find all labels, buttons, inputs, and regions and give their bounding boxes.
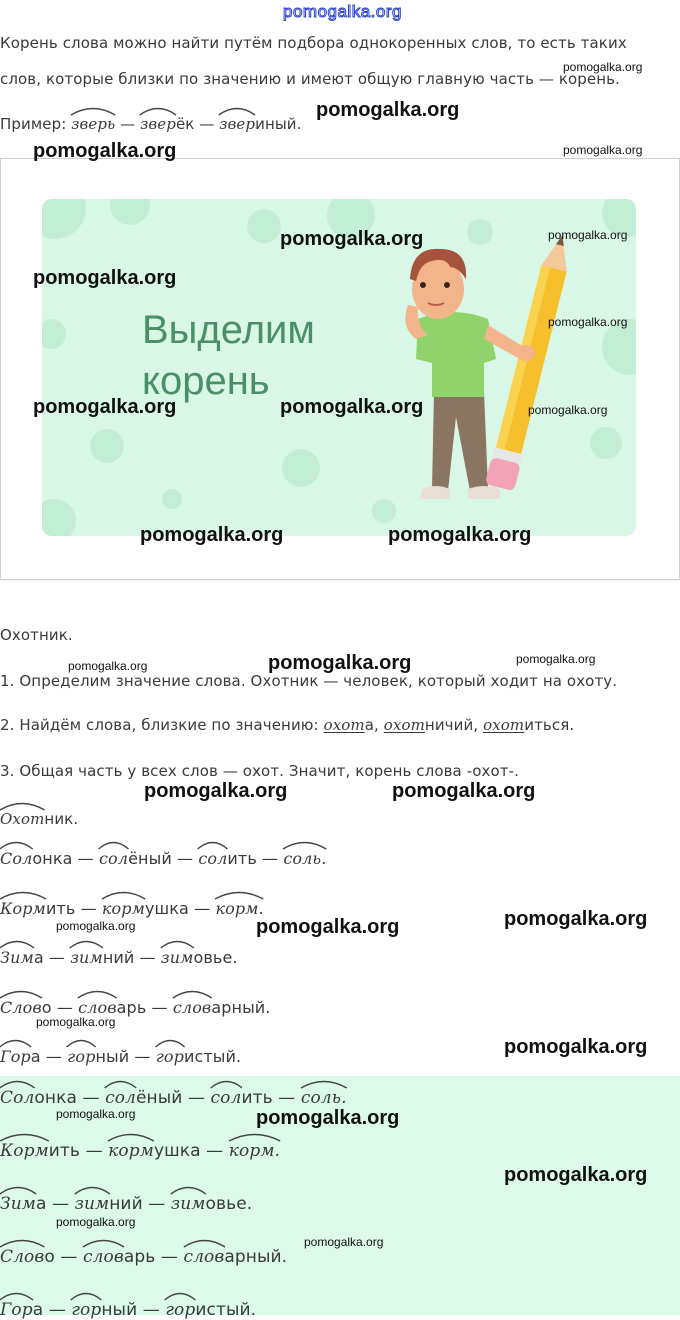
root-word [324,716,374,734]
root-row [0,899,264,918]
root-arc-mark [170,1185,207,1195]
root-arc-mark [69,939,104,949]
watermark: pomogalka.org [548,228,628,242]
word-separator: — [80,1141,109,1161]
root-arc-mark [0,989,43,999]
root-word [229,1141,280,1161]
watermark: pomogalka.org [33,140,177,162]
watermark: pomogalka.org [516,652,596,666]
root-arc-mark [104,1079,137,1089]
word-separator: — [40,1047,68,1066]
task-step-2-text: 2. Найдём слова, близкие по значению: [0,716,324,734]
watermark: pomogalka.org [56,1107,136,1121]
root-row [0,1300,256,1320]
word-ending: арный. [211,997,271,1017]
root-word [99,849,172,868]
word-root: Слов [0,998,42,1017]
root-arc-mark [218,106,256,116]
root-word [71,115,115,133]
watermark: pomogalka.org [548,315,628,329]
root-word [70,948,134,967]
watermark: pomogalka.org [33,267,177,289]
word-separator: — [43,948,71,967]
word-root: Корм [0,899,46,918]
watermark: pomogalka.org [56,1215,136,1229]
word-root: зим [171,1194,206,1214]
word-root: гор [156,1047,184,1066]
word-root: слов [78,998,117,1017]
root-arc-mark [0,1185,37,1195]
word-root: сол [105,1088,136,1108]
root-arc-mark [82,1238,125,1248]
word-separator: — [134,948,161,967]
word-root: Охот [0,810,44,828]
root-word [0,899,75,918]
word-ending: о [41,997,52,1017]
watermark: pomogalka.org [144,780,288,802]
word-root: слов [83,1247,124,1267]
root-word [165,1300,256,1320]
word-ending: а [33,948,44,967]
root-arc-mark [0,840,33,850]
root-arc-mark [164,1291,196,1301]
word-ending: ный [101,1300,138,1320]
root-word [67,1047,129,1066]
word-root: корм [102,899,145,918]
watermark: pomogalka.org [36,1015,116,1029]
root-word [140,115,194,133]
root-arc-mark [183,1238,226,1248]
word-ending: ёный [135,1088,183,1108]
word-separator: — [188,898,216,918]
word-root: корм. [229,1141,280,1161]
word-ending: ник. [44,810,79,828]
root-arc-mark [214,890,264,900]
word-ending: ёк [175,115,195,133]
word-separator: — [171,849,199,868]
task-step-3: 3. Общая часть у всех слов — охот. Значит, корень слова -охот-. [0,762,519,780]
watermark: pomogalka.org [280,396,424,418]
intro-line-1: Корень слова можно найти путём подбора однокоренных слов, то есть таких [0,34,627,52]
root-word [198,849,257,868]
root-arc-mark [197,840,228,850]
word-separator: — [129,1047,156,1066]
word-ending: а [35,1194,47,1214]
word-separator: , [374,716,384,734]
root-arc-mark [0,1238,45,1248]
watermark: pomogalka.org [563,143,643,157]
word-ending: а [364,716,375,734]
word-root: Зим [0,1194,36,1214]
word-root: зим [75,1194,110,1214]
word-root: охот [483,716,525,734]
word-ending: ушка [144,898,189,918]
word-root: охот [323,716,365,734]
root-arc-mark [0,1132,50,1142]
word-root: звер [219,115,255,133]
watermark: pomogalka.org [528,403,608,417]
root-arc-mark [228,1132,281,1142]
example-words [71,115,301,133]
root-arc-mark [0,1079,35,1089]
word-ending: иться. [524,716,575,734]
word-ending: ить [48,1141,81,1161]
root-arc-mark [0,890,47,900]
word-root: зим [70,948,103,967]
word-separator: — [76,1088,106,1108]
root-arc-mark [107,1132,155,1142]
watermark: pomogalka.org [280,228,424,250]
word-ending: ний [102,948,135,967]
root-arc-mark [0,939,35,949]
word-root: Гор [0,1300,33,1320]
task-word: Охотник. [0,626,73,644]
watermark: pomogalka.org [316,99,460,121]
task-answer [0,810,78,828]
example-label: Пример: [0,115,67,133]
word-ending: ить [227,849,257,868]
word-ending: онка [34,1088,77,1108]
word-root: зверь [71,115,115,133]
root-row [0,1088,347,1108]
root-row [0,1194,252,1214]
word-root: сол [198,849,227,868]
root-word [301,1088,347,1108]
word-separator: — [272,1088,301,1108]
example-line [0,115,302,133]
root-arc-mark [101,890,146,900]
root-word [156,1047,242,1066]
headline-line-2: корень [142,359,270,403]
root-word [0,1047,41,1066]
root-row [0,948,238,967]
word-root: гор [165,1300,195,1320]
word-ending: ушка [153,1141,201,1161]
word-root: Корм [0,1141,49,1161]
root-word [211,1088,273,1108]
word-ending: овье. [193,948,238,967]
word-root: зим [161,948,194,967]
word-separator: — [194,115,220,133]
word-ending: арь [123,1247,156,1267]
word-ending: истый. [195,1300,257,1320]
root-word [215,899,263,918]
word-separator: — [72,849,99,868]
word-ending: а [32,1300,44,1320]
word-root: сол [211,1088,242,1108]
word-ending: ёный [128,849,172,868]
watermark: pomogalka.org [304,1235,384,1249]
headline [142,305,315,407]
root-word [0,948,44,967]
word-separator: — [137,1300,166,1320]
word-ending: ный [95,1047,130,1066]
root-arc-mark [300,1079,348,1089]
root-word [108,1141,200,1161]
intro-line-2: слов, которые близки по значению и имеют общую главную часть — корень. [0,70,620,88]
word-root: слов [184,1247,225,1267]
root-word [0,810,78,828]
root-word [483,716,574,734]
watermark: pomogalka.org [563,60,643,74]
task-step-2 [0,716,574,734]
word-root: гор [67,1047,95,1066]
root-word [0,849,73,868]
root-arc-mark [77,989,118,999]
root-word [0,1300,43,1320]
task-step-1: 1. Определим значение слова. Охотник — человек, который ходит на охоту. [0,672,618,690]
word-ending: арный. [224,1247,288,1267]
watermark: pomogalka.org [256,1107,400,1129]
root-arc-mark [70,1291,102,1301]
word-root: корм. [215,899,263,918]
word-ending: арь [116,997,147,1017]
watermark: pomogalka.org [256,916,400,938]
root-arc-mark [0,1038,32,1048]
word-separator: — [256,849,284,868]
root-arc-mark [160,939,195,949]
word-separator: — [182,1088,211,1108]
word-separator: — [51,997,79,1017]
word-root: гор [71,1300,101,1320]
word-ending: истый. [183,1047,242,1066]
root-arc-mark [210,1079,243,1089]
root-word [184,1247,288,1267]
word-root: сол [99,849,128,868]
watermark: pomogalka.org [33,396,177,418]
root-arc-mark [282,840,327,850]
word-root: звер [140,115,176,133]
word-separator: — [155,1247,184,1267]
word-root: слов [173,998,212,1017]
root-row [0,998,270,1017]
headline-line-1: Выделим [142,308,315,352]
watermark-top: pomogalka.org [283,2,402,21]
word-ending: овье. [205,1194,253,1214]
word-separator: — [200,1141,229,1161]
boy-with-pencil-illustration [392,227,572,527]
root-arc-mark [70,106,116,116]
word-root: Гор [0,1047,31,1066]
root-word [75,1194,143,1214]
watermark: pomogalka.org [504,908,648,930]
root-word [0,1194,46,1214]
word-root: Слов [0,1247,44,1267]
word-separator: — [54,1247,83,1267]
root-word [102,899,189,918]
word-root: соль. [301,1088,347,1108]
root-word [173,998,271,1017]
word-ending: ить [241,1088,273,1108]
word-ending: а [30,1047,41,1066]
root-word [71,1300,137,1320]
word-separator: — [146,997,173,1017]
root-row [0,1247,287,1267]
watermark: pomogalka.org [56,919,136,933]
root-arc-mark [0,801,45,811]
root-word [0,1088,77,1108]
root-word [384,716,474,734]
watermark: pomogalka.org [504,1036,648,1058]
word-ending: ний [109,1194,143,1214]
watermark: pomogalka.org [388,524,532,546]
word-root: корм [108,1141,154,1161]
watermark: pomogalka.org [392,780,536,802]
root-word [283,849,326,868]
root-word [171,1194,252,1214]
root-word [83,1247,155,1267]
root-word [0,1247,55,1267]
word-ending: о [44,1247,55,1267]
word-separator: , [473,716,484,734]
word-ending: ить [45,898,76,918]
word-ending: иный. [255,115,302,133]
word-root: соль. [283,849,326,868]
root-arc-mark [0,1291,34,1301]
root-arc-mark [172,989,213,999]
word-root: Зим [0,948,34,967]
root-word [78,998,146,1017]
word-separator: — [142,1194,171,1214]
word-root: Сол [0,849,32,868]
word-separator: — [46,1194,75,1214]
root-word [105,1088,182,1108]
word-separator: — [43,1300,72,1320]
task-step-2-words [324,716,575,734]
word-root: Сол [0,1088,34,1108]
root-word [0,998,52,1017]
root-word [161,948,238,967]
root-arc-mark [155,1038,185,1048]
root-row [0,849,326,868]
word-separator: — [115,115,141,133]
word-root: охот [383,716,425,734]
watermark: pomogalka.org [504,1164,648,1186]
root-arc-mark [74,1185,111,1195]
root-row [0,1141,280,1161]
watermark: pomogalka.org [68,659,148,673]
root-row [0,1047,241,1066]
word-ending: онка [32,849,73,868]
root-arc-mark [66,1038,96,1048]
root-arc-mark [98,840,129,850]
root-arc-mark [139,106,177,116]
word-ending: ничий [424,716,474,734]
root-word [219,115,301,133]
word-separator: — [75,898,102,918]
watermark: pomogalka.org [268,652,412,674]
root-word [0,1141,80,1161]
watermark: pomogalka.org [140,524,284,546]
